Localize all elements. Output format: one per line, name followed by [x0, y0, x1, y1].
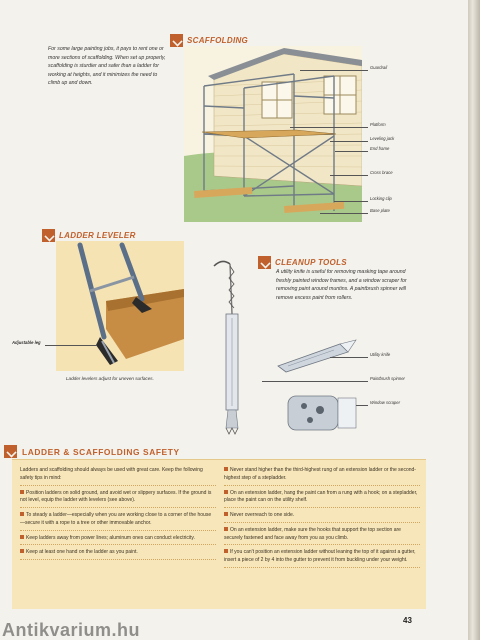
safety-right-column — [224, 466, 420, 571]
callout-adjustable-leg: Adjustable leg — [12, 340, 41, 345]
watermark: Antikvarium.hu — [2, 620, 141, 640]
ladder-leveler-caption: Ladder levelers adjust for uneven surfaces. — [66, 376, 154, 381]
utility-knife-icon — [274, 338, 360, 374]
bullet-icon — [224, 527, 228, 531]
callout-end-frame: End frame — [370, 146, 390, 151]
bullet-icon — [224, 512, 228, 516]
safety-box — [12, 459, 426, 609]
cleanup-tools-intro: A utility knife is useful for removing masking tape around freshly painted window frames, and a window scraper for removing paint around muntins. A paintbrush spinner will remove excess paint from rollers. — [276, 269, 407, 301]
callout-line — [335, 151, 368, 152]
callout-base-plate: Base plate — [370, 208, 390, 213]
callout-line — [262, 381, 368, 382]
page-edge — [468, 0, 480, 640]
scaffolding-heading-text: SCAFFOLDING — [187, 36, 249, 45]
scaffolding-illustration — [184, 46, 362, 222]
paintbrush-spinner-icon — [208, 256, 274, 438]
safety-tip: Keep at least one hand on the ladder as you paint. — [20, 548, 216, 560]
callout-utility-knife: Utility knife — [370, 352, 391, 357]
callout-window-scraper: Window scraper — [370, 400, 400, 405]
scaffolding-illustration-panel — [184, 46, 362, 222]
ladder-leveler-illustration — [56, 241, 184, 371]
page-number: 43 — [403, 616, 412, 625]
window-scraper-icon — [286, 392, 360, 434]
bullet-icon — [20, 549, 24, 553]
callout-guardrail: Guardrail — [370, 65, 388, 70]
ladder-leveler-illustration-panel — [56, 241, 184, 371]
safety-heading-text: LADDER & SCAFFOLDING SAFETY — [22, 446, 180, 457]
safety-tip: On an extension ladder, hang the paint can from a rung with a hook; on a stepladder, place the paint can on the utility shelf. — [224, 489, 420, 509]
ladder-leveler-heading-text: LADDER LEVELER — [59, 231, 136, 240]
callout-line — [330, 175, 368, 176]
callout-paintbrush-spinner: Paintbrush spinner — [370, 376, 405, 381]
bullet-icon — [224, 467, 228, 471]
callout-locking-clip: Locking clip — [370, 196, 392, 201]
callout-line — [45, 345, 97, 346]
safety-left-column — [20, 466, 216, 563]
bullet-icon — [20, 535, 24, 539]
section-badge-icon — [4, 445, 17, 458]
callout-line — [320, 213, 368, 214]
callout-line — [290, 127, 368, 128]
callout-line — [300, 70, 368, 71]
section-badge-icon — [170, 34, 183, 47]
safety-tip: If you can't position an extension ladder without leaning the top of it against a gutter, insert a piece of 2 by 4 into the gutter to prevent it from buckling under your weight. — [224, 548, 420, 568]
section-badge-icon — [42, 229, 55, 242]
safety-intro: Ladders and scaffolding should always be used with great care. Keep the following safety tips in mind: — [20, 466, 216, 486]
bullet-icon — [224, 490, 228, 494]
safety-tip: On an extension ladder, make sure the hooks that support the top section are securely fastened and face away from you as you climb. — [224, 526, 420, 546]
bullet-icon — [224, 549, 228, 553]
safety-tip: Position ladders on solid ground, and avoid wet or slippery surfaces. If the ground is not level, equip the ladder with levelers (see above). — [20, 489, 216, 509]
callout-line — [330, 141, 368, 142]
callout-line — [330, 357, 368, 358]
scaffolding-intro: For some large painting jobs, it pays to rent one or more sections of scaffolding. When set up properly, scaffolding is sturdier and safer than a ladder for working at heights, and it minimizes the need to climb up and down. — [48, 46, 166, 87]
safety-tip: Never overreach to one side. — [224, 511, 420, 523]
callout-cross-brace: Cross brace — [370, 170, 393, 175]
safety-tip: Never stand higher than the third-highest rung of an extension ladder or the second-highest step of a stepladder. — [224, 466, 420, 486]
bullet-icon — [20, 512, 24, 516]
cleanup-tools-heading-text: CLEANUP TOOLS — [275, 258, 347, 267]
safety-heading — [0, 444, 468, 459]
safety-tip: Keep ladders away from power lines; aluminum ones can conduct electricity. — [20, 534, 216, 546]
callout-platform: Platform — [370, 122, 386, 127]
callout-line — [334, 201, 368, 202]
bullet-icon — [20, 490, 24, 494]
callout-leveling-jack: Leveling jack — [370, 136, 395, 141]
callout-line — [356, 405, 368, 406]
safety-tip: To steady a ladder—especially when you are working close to a corner of the house—secure it with a rope to a tree or other immovable anchor. — [20, 511, 216, 531]
